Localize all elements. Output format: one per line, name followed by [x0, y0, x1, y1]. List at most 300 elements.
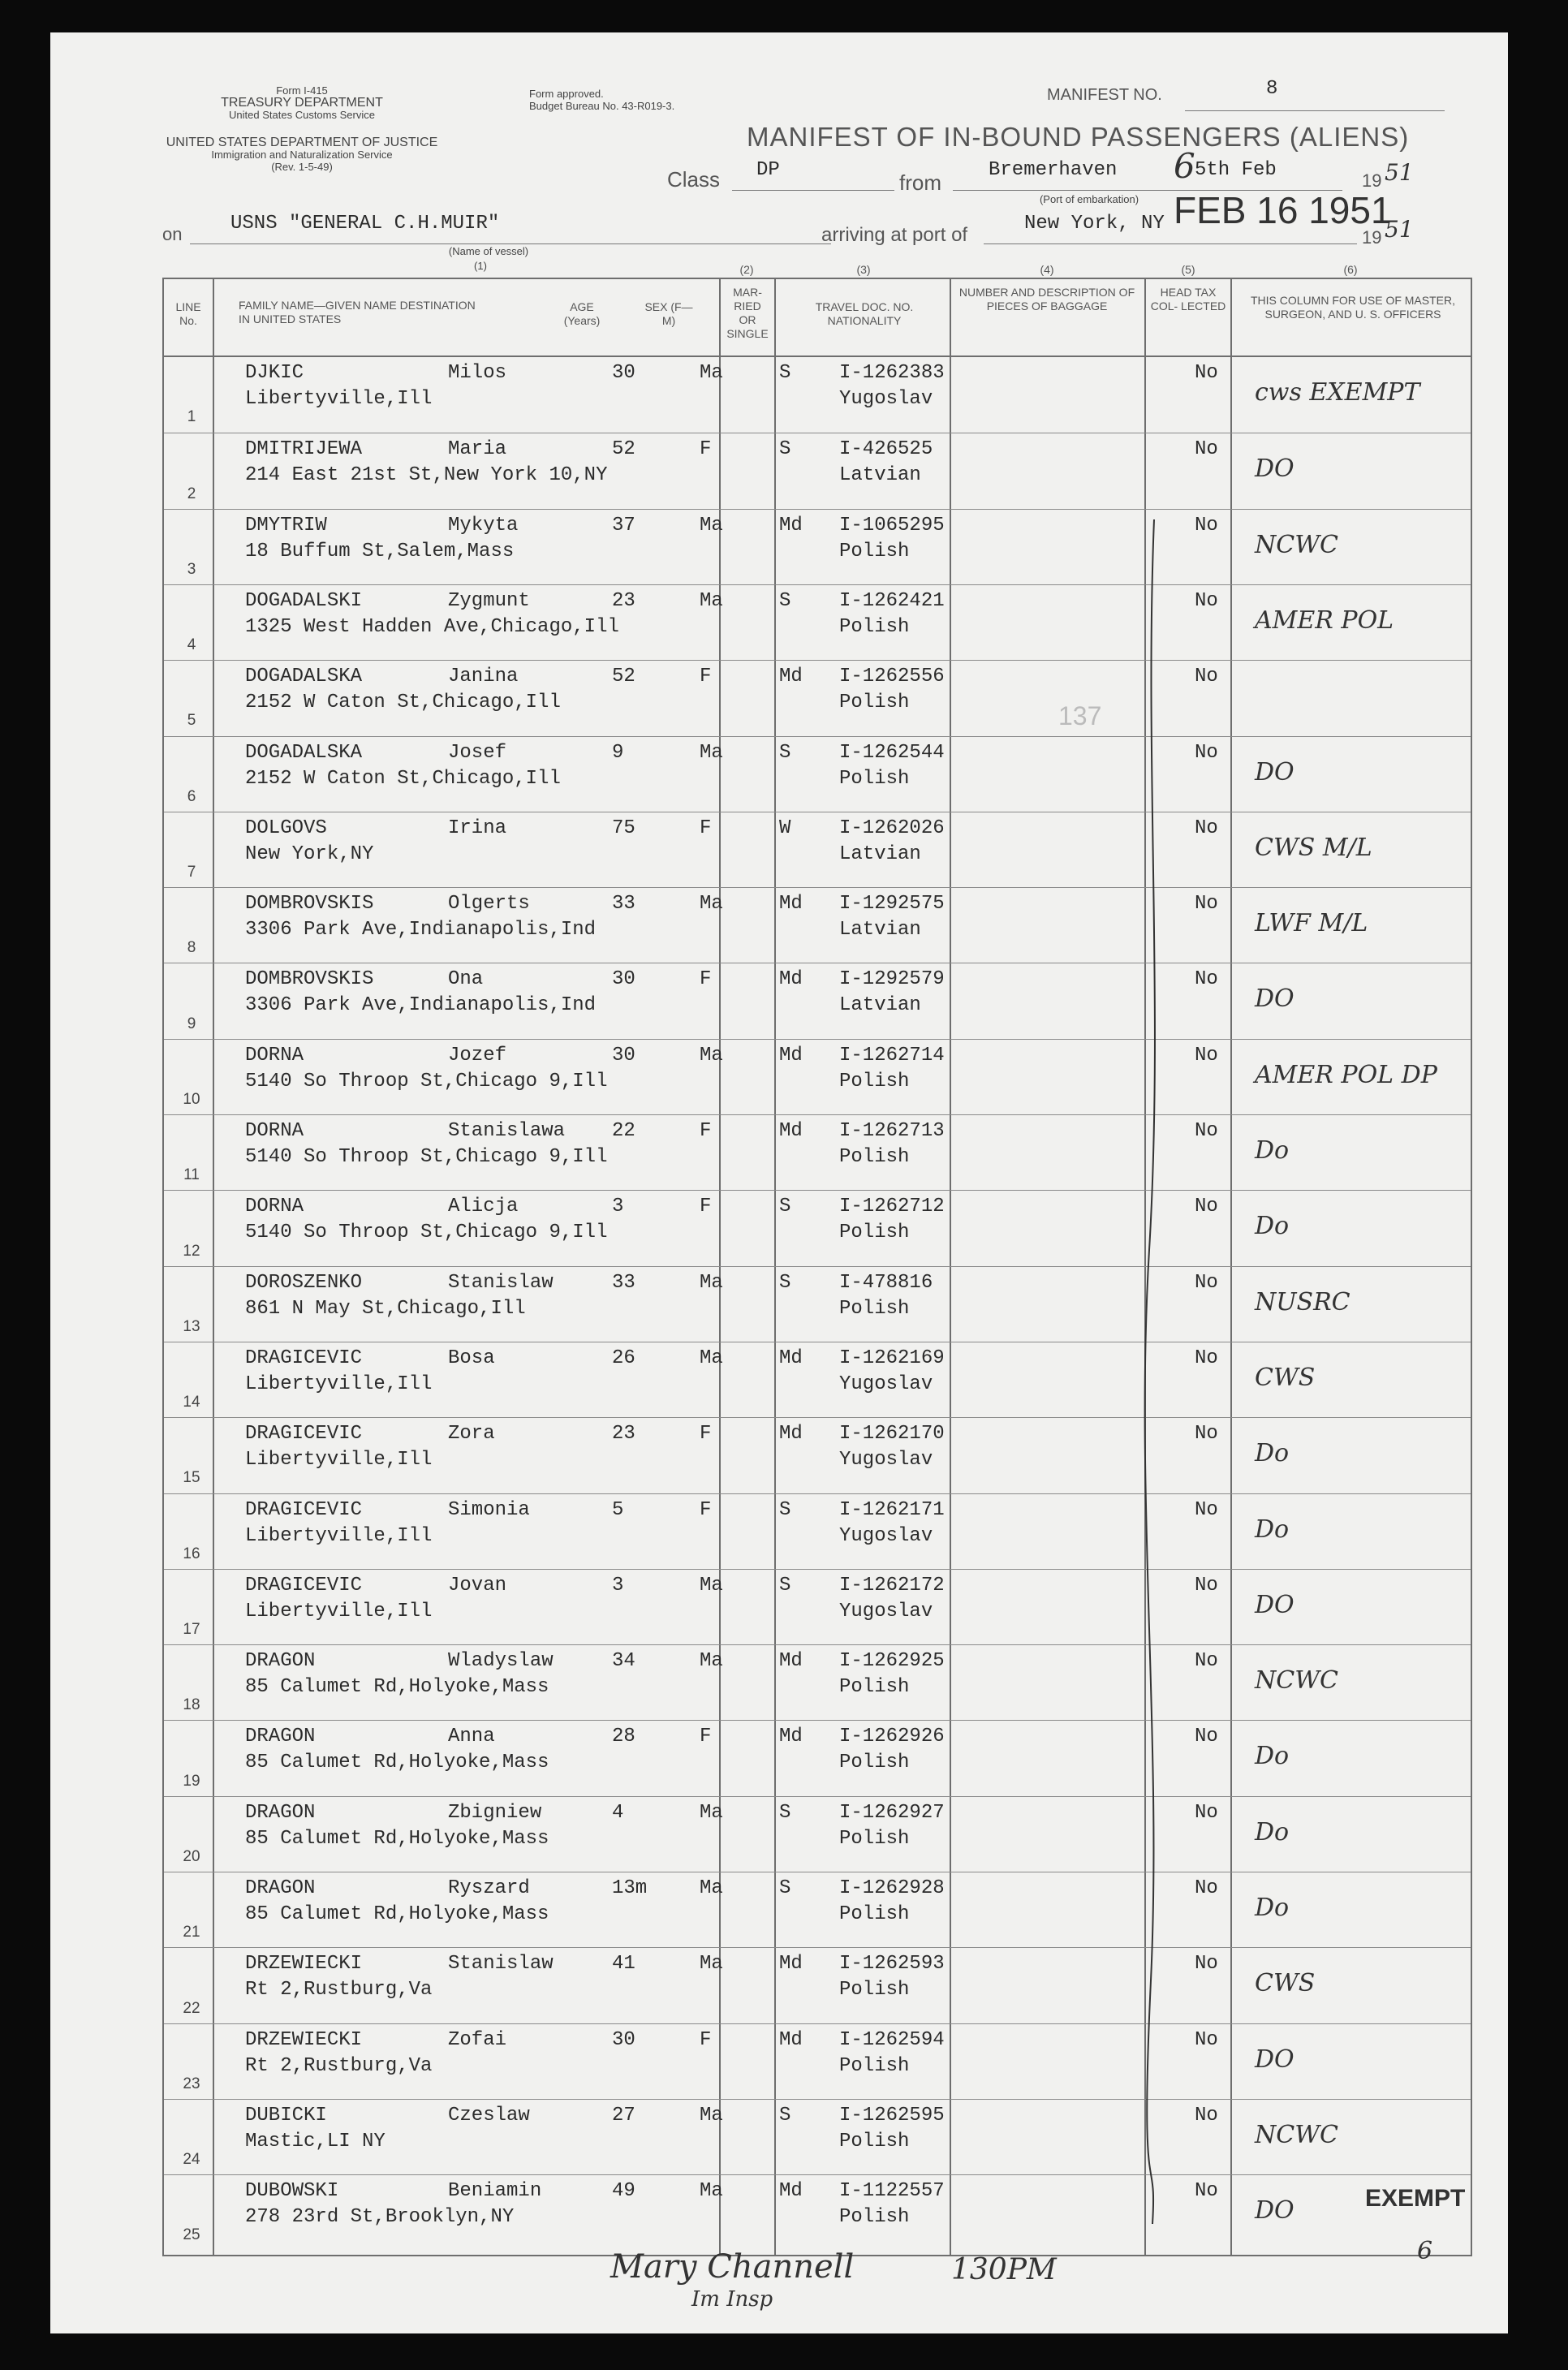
family-name: DRAGON: [245, 1877, 316, 1899]
vessel-col-no: (1): [474, 260, 487, 272]
line-number: 22: [183, 1999, 200, 2017]
age: 3: [612, 1196, 624, 1218]
nationality: Polish: [839, 1146, 910, 1168]
destination: 5140 So Throop St,Chicago 9,Ill: [245, 1146, 608, 1168]
table-row: [164, 1493, 1471, 1570]
marital-status: Md: [779, 1650, 803, 1673]
family-name: DMYTRIW: [245, 514, 327, 536]
destination: Libertyville,Ill: [245, 388, 433, 410]
given-name: Zbigniew: [448, 1801, 542, 1824]
line-number: 8: [187, 939, 196, 957]
page-stamp: 137: [1058, 701, 1102, 730]
table-row: [164, 1796, 1471, 1872]
line-number: 7: [187, 864, 196, 881]
form-revision: (Rev. 1-5-49): [271, 161, 333, 173]
officer-note: DO: [1255, 2196, 1294, 2226]
destination: New York,NY: [245, 842, 374, 865]
nationality: Polish: [839, 1903, 910, 1925]
nationality: Polish: [839, 540, 910, 562]
head-tax: No: [1195, 1196, 1218, 1218]
family-name: DRAGON: [245, 1726, 316, 1748]
col-header-line: LINE No.: [175, 300, 201, 327]
head-tax: No: [1195, 1726, 1218, 1748]
officer-note: AMER POL DP: [1255, 1060, 1437, 1089]
line-number: 23: [183, 2075, 200, 2092]
given-name: Milos: [448, 362, 507, 384]
sex: F: [700, 438, 712, 461]
travel-doc-no: I-1262926: [839, 1726, 945, 1748]
age: 28: [612, 1726, 635, 1748]
head-tax: No: [1195, 362, 1218, 384]
col-header-doc: TRAVEL DOC. NO. NATIONALITY: [815, 300, 914, 327]
destination: 5140 So Throop St,Chicago 9,Ill: [245, 1070, 608, 1092]
sex: F: [700, 1498, 712, 1521]
family-name: DRZEWIECKI: [245, 1953, 363, 1976]
age: 37: [612, 514, 635, 536]
arrival-port: New York, NY: [1024, 213, 1165, 235]
col-header-headtax-no: (5): [1181, 263, 1195, 276]
family-name: DORNA: [245, 1044, 304, 1066]
marital-status: S: [779, 1574, 791, 1597]
table-row: [164, 1720, 1471, 1796]
family-name: DORNA: [245, 1120, 304, 1142]
sex: Ma: [700, 1347, 723, 1369]
family-name: DRAGICEVIC: [245, 1498, 363, 1521]
given-name: Ryszard: [448, 1877, 530, 1899]
manifest-sheet: [50, 32, 1508, 2333]
manifest-no: 8: [1266, 78, 1278, 100]
nationality: Yugoslav: [839, 1449, 933, 1472]
marital-status: S: [779, 741, 791, 764]
port-of-embarkation: Bremerhaven: [989, 159, 1118, 181]
age: 33: [612, 1271, 635, 1294]
destination: 85 Calumet Rd,Holyoke,Mass: [245, 1827, 549, 1850]
sex: Ma: [700, 1801, 723, 1824]
line-number: 24: [183, 2151, 200, 2169]
travel-doc-no: I-1065295: [839, 514, 945, 536]
col-header-age: AGE (Years): [563, 300, 601, 327]
travel-doc-no: I-1292579: [839, 968, 945, 991]
officer-note: NCWC: [1255, 530, 1338, 559]
nationality: Polish: [839, 767, 910, 790]
form-number: Form I-415: [276, 84, 328, 97]
corner-mark: 6: [1417, 2237, 1433, 2265]
marital-status: S: [779, 438, 791, 461]
col-header-officers: THIS COLUMN FOR USE OF MASTER, SURGEON, AND U. S. OFFICERS: [1250, 294, 1455, 321]
destination: 85 Calumet Rd,Holyoke,Mass: [245, 1903, 549, 1925]
officer-note: Do: [1255, 1212, 1290, 1241]
marital-status: S: [779, 1271, 791, 1294]
table-row: [164, 2023, 1471, 2100]
head-tax: No: [1195, 893, 1218, 916]
travel-doc-no: I-1262925: [839, 1650, 945, 1673]
treasury-department: TREASURY DEPARTMENT: [221, 96, 383, 110]
head-tax: No: [1195, 1650, 1218, 1673]
head-tax: No: [1195, 2104, 1218, 2127]
inspector-signature: Mary Channell: [610, 2248, 855, 2286]
marital-status: S: [779, 1196, 791, 1218]
officer-note: Do: [1255, 1742, 1290, 1771]
destination: Rt 2,Rustburg,Va: [245, 1979, 433, 2002]
travel-doc-no: I-1262556: [839, 666, 945, 688]
given-name: Maria: [448, 438, 507, 461]
age: 49: [612, 2180, 635, 2203]
table-row: [164, 2174, 1471, 2251]
marital-status: Md: [779, 1120, 803, 1142]
head-tax: No: [1195, 817, 1218, 839]
line-number: 4: [187, 636, 196, 654]
nationality: Polish: [839, 1752, 910, 1774]
travel-doc-no: I-478816: [839, 1271, 933, 1294]
head-tax: No: [1195, 438, 1218, 461]
officer-note: Do: [1255, 1136, 1290, 1165]
col-header-doc-no: (3): [856, 263, 871, 276]
given-name: Mykyta: [448, 514, 519, 536]
officer-note: Do: [1255, 1515, 1290, 1544]
table-row: [164, 1114, 1471, 1191]
age: 52: [612, 438, 635, 461]
table-row: [164, 812, 1471, 888]
destination: 2152 W Caton St,Chicago,Ill: [245, 692, 561, 714]
family-name: DOROSZENKO: [245, 1271, 363, 1294]
line-number: 5: [187, 712, 196, 730]
manifest-no-label: MANIFEST NO.: [1047, 86, 1162, 104]
line-number: 18: [183, 1696, 200, 1714]
vessel-caption: (Name of vessel): [448, 245, 529, 257]
given-name: Irina: [448, 817, 507, 839]
sex: Ma: [700, 1877, 723, 1899]
table-row: [164, 1342, 1471, 1418]
line-number: 21: [183, 1924, 200, 1941]
sex: Ma: [700, 1271, 723, 1294]
given-name: Jovan: [448, 1574, 507, 1597]
family-name: DRZEWIECKI: [245, 2028, 363, 2051]
year-1: 51: [1385, 159, 1414, 186]
officer-note: DO: [1255, 2045, 1294, 2074]
line-number: 20: [183, 1847, 200, 1865]
destination: Rt 2,Rustburg,Va: [245, 2054, 433, 2077]
headtax-pencil-line: [1138, 519, 1170, 2224]
marital-status: Md: [779, 1953, 803, 1976]
col-header-name: FAMILY NAME—GIVEN NAME DESTINATION IN UNITED STATES: [239, 299, 476, 325]
sex: Ma: [700, 1953, 723, 1976]
head-tax: No: [1195, 514, 1218, 536]
family-name: DRAGICEVIC: [245, 1423, 363, 1446]
year-prefix-1: 19: [1362, 170, 1382, 191]
officer-note: DO: [1255, 757, 1294, 786]
destination: 2152 W Caton St,Chicago,Ill: [245, 767, 561, 790]
line-number: 16: [183, 1545, 200, 1562]
age: 27: [612, 2104, 635, 2127]
sex: F: [700, 2028, 712, 2051]
marital-status: S: [779, 2104, 791, 2127]
family-name: DOGADALSKI: [245, 589, 363, 612]
table-row: [164, 2099, 1471, 2175]
age: 22: [612, 1120, 635, 1142]
given-name: Zygmunt: [448, 589, 530, 612]
given-name: Beniamin: [448, 2180, 542, 2203]
nationality: Polish: [839, 2054, 910, 2077]
sex: F: [700, 666, 712, 688]
age: 9: [612, 741, 624, 764]
given-name: Anna: [448, 1726, 495, 1748]
family-name: DRAGON: [245, 1650, 316, 1673]
given-name: Janina: [448, 666, 519, 688]
sex: Ma: [700, 1044, 723, 1066]
travel-doc-no: I-1262927: [839, 1801, 945, 1824]
age: 34: [612, 1650, 635, 1673]
head-tax: No: [1195, 2028, 1218, 2051]
line-number: 6: [187, 787, 196, 805]
marital-status: Md: [779, 1726, 803, 1748]
from-label: from: [899, 170, 941, 195]
sex: Ma: [700, 514, 723, 536]
marital-status: Md: [779, 514, 803, 536]
year-prefix-2: 19: [1362, 227, 1382, 248]
age: 23: [612, 589, 635, 612]
table-row: [164, 1644, 1471, 1721]
line-number: 2: [187, 485, 196, 502]
head-tax: No: [1195, 1498, 1218, 1521]
given-name: Jozef: [448, 1044, 507, 1066]
nationality: Latvian: [839, 464, 921, 487]
destination: Mastic,LI NY: [245, 2130, 386, 2152]
arrival-line: [984, 243, 1357, 244]
age: 52: [612, 666, 635, 688]
travel-doc-no: I-1262594: [839, 2028, 945, 2051]
destination: 85 Calumet Rd,Holyoke,Mass: [245, 1752, 549, 1774]
marital-status: Md: [779, 666, 803, 688]
sex: Ma: [700, 1574, 723, 1597]
head-tax: No: [1195, 968, 1218, 991]
col-header-sex: SEX (F—M): [644, 300, 693, 327]
sex: F: [700, 1423, 712, 1446]
given-name: Josef: [448, 741, 507, 764]
given-name: Simonia: [448, 1498, 530, 1521]
vessel-name: USNS "GENERAL C.H.MUIR": [230, 213, 500, 235]
family-name: DORNA: [245, 1196, 304, 1218]
table-top: [162, 278, 1472, 279]
destination: Libertyville,Ill: [245, 1372, 433, 1395]
marital-status: Md: [779, 2028, 803, 2051]
marital-status: Md: [779, 968, 803, 991]
given-name: Ona: [448, 968, 484, 991]
officer-note: DO: [1255, 1590, 1294, 1619]
nationality: Yugoslav: [839, 1600, 933, 1622]
sex: F: [700, 1120, 712, 1142]
officer-note: CWS: [1255, 1969, 1316, 1998]
officer-note: DO: [1255, 455, 1294, 484]
nationality: Yugoslav: [839, 388, 933, 410]
form-approved: Form approved.: [529, 88, 604, 100]
officer-note: CWS: [1255, 1363, 1316, 1392]
form-approval: [529, 88, 732, 112]
given-name: Zora: [448, 1423, 495, 1446]
destination: Libertyville,Ill: [245, 1600, 433, 1622]
officer-note: Do: [1255, 1894, 1290, 1922]
table-row: [164, 736, 1471, 812]
officer-note: Do: [1255, 1817, 1290, 1846]
family-name: DUBOWSKI: [245, 2180, 339, 2203]
age: 30: [612, 2028, 635, 2051]
head-tax: No: [1195, 1574, 1218, 1597]
table-row: [164, 963, 1471, 1039]
table-row: [164, 509, 1471, 585]
table-row: [164, 1947, 1471, 2023]
head-tax: No: [1195, 1120, 1218, 1142]
table-row: [164, 660, 1471, 736]
marital-status: S: [779, 1801, 791, 1824]
officer-note: DO: [1255, 985, 1294, 1014]
age: 13m: [612, 1877, 648, 1899]
destination: Libertyville,Ill: [245, 1524, 433, 1547]
family-name: DJKIC: [245, 362, 304, 384]
col-header-married-no: (2): [739, 263, 754, 276]
age: 26: [612, 1347, 635, 1369]
head-tax: No: [1195, 1347, 1218, 1369]
destination: 1325 West Hadden Ave,Chicago,Ill: [245, 615, 619, 638]
family-name: DOLGOVS: [245, 817, 327, 839]
destination: 5140 So Throop St,Chicago 9,Ill: [245, 1222, 608, 1244]
nationality: Polish: [839, 1297, 910, 1320]
travel-doc-no: I-1262712: [839, 1196, 945, 1218]
manifest-title: MANIFEST OF IN-BOUND PASSENGERS (ALIENS): [747, 122, 1410, 152]
line-number: 25: [183, 2226, 200, 2244]
given-name: Stanislawa: [448, 1120, 566, 1142]
officer-note: NCWC: [1255, 1666, 1338, 1696]
travel-doc-no: I-1262595: [839, 2104, 945, 2127]
class-line: [732, 190, 894, 191]
family-name: DRAGICEVIC: [245, 1574, 363, 1597]
table-row: [164, 1417, 1471, 1493]
family-name: DUBICKI: [245, 2104, 327, 2127]
customs-service: United States Customs Service: [229, 109, 375, 121]
sex: Ma: [700, 1650, 723, 1673]
officer-note: Do: [1255, 1439, 1290, 1468]
col-header-baggage-no: (4): [1040, 263, 1054, 276]
marital-status: S: [779, 1877, 791, 1899]
destination: 214 East 21st St,New York 10,NY: [245, 464, 608, 487]
table-row: [164, 1569, 1471, 1645]
travel-doc-no: I-1292575: [839, 893, 945, 916]
family-name: DMITRIJEWA: [245, 438, 363, 461]
justice-department: UNITED STATES DEPARTMENT OF JUSTICE: [166, 136, 438, 149]
age: 30: [612, 1044, 635, 1066]
given-name: Zofai: [448, 2028, 507, 2051]
nationality: Latvian: [839, 842, 921, 865]
sex: Ma: [700, 362, 723, 384]
exempt-stamp: EXEMPT: [1365, 2185, 1466, 2212]
officer-note: LWF M/L: [1255, 909, 1368, 938]
nationality: Polish: [839, 2130, 910, 2152]
destination: Libertyville,Ill: [245, 1449, 433, 1472]
head-tax: No: [1195, 1953, 1218, 1976]
inspector-title: Im Insp: [691, 2287, 773, 2312]
head-tax: No: [1195, 666, 1218, 688]
line-number: 10: [183, 1090, 200, 1108]
marital-status: S: [779, 362, 791, 384]
table-row: [164, 357, 1471, 433]
family-name: DRAGON: [245, 1801, 316, 1824]
destination: 278 23rd St,Brooklyn,NY: [245, 2206, 515, 2229]
marital-status: W: [779, 817, 791, 839]
col-header-headtax: HEAD TAX COL- LECTED: [1150, 286, 1226, 312]
sex: F: [700, 1196, 712, 1218]
table-row: [164, 1872, 1471, 1948]
marital-status: S: [779, 1498, 791, 1521]
line-number: 14: [183, 1394, 200, 1411]
table-row: [164, 1190, 1471, 1266]
marital-status: Md: [779, 2180, 803, 2203]
destination: 3306 Park Ave,Indianapolis,Ind: [245, 994, 597, 1017]
class-value: DP: [756, 159, 780, 181]
line-number: 13: [183, 1317, 200, 1335]
col-header-baggage: NUMBER AND DESCRIPTION OF PIECES OF BAGGAGE: [958, 286, 1135, 312]
sex: Ma: [700, 2180, 723, 2203]
form-header-treasury: [180, 84, 424, 121]
age: 30: [612, 968, 635, 991]
line-number: 11: [183, 1166, 200, 1184]
travel-doc-no: I-1122557: [839, 2180, 945, 2203]
age: 33: [612, 893, 635, 916]
nationality: Yugoslav: [839, 1524, 933, 1547]
line-number: 9: [187, 1015, 196, 1032]
ins-service: Immigration and Naturalization Service: [211, 149, 393, 161]
head-tax: No: [1195, 1423, 1218, 1446]
travel-doc-no: I-1262383: [839, 362, 945, 384]
manifest-no-line: [1185, 110, 1445, 111]
class-label: Class: [667, 167, 721, 192]
sex: Ma: [700, 741, 723, 764]
form-header-justice: [164, 136, 440, 173]
head-tax: No: [1195, 2180, 1218, 2203]
head-tax: No: [1195, 1877, 1218, 1899]
line-number: 12: [183, 1242, 200, 1260]
family-name: DOGADALSKA: [245, 666, 363, 688]
sex: F: [700, 1726, 712, 1748]
given-name: Stanislaw: [448, 1271, 554, 1294]
vessel-line: [190, 243, 831, 244]
marital-status: Md: [779, 893, 803, 916]
given-name: Stanislaw: [448, 1953, 554, 1976]
line-number: 15: [183, 1469, 200, 1487]
table-row: [164, 1266, 1471, 1342]
nationality: Polish: [839, 1070, 910, 1092]
destination: 85 Calumet Rd,Holyoke,Mass: [245, 1676, 549, 1699]
line-number: 3: [187, 560, 196, 578]
departure-hand-mark: 6: [1174, 146, 1195, 186]
sex: F: [700, 817, 712, 839]
marital-status: Md: [779, 1423, 803, 1446]
age: 23: [612, 1423, 635, 1446]
sex: Ma: [700, 589, 723, 612]
travel-doc-no: I-1262713: [839, 1120, 945, 1142]
given-name: Czeslaw: [448, 2104, 530, 2127]
departure-date: 5th Feb: [1195, 159, 1277, 181]
age: 5: [612, 1498, 624, 1521]
given-name: Bosa: [448, 1347, 495, 1369]
table-right: [1471, 278, 1472, 2256]
budget-bureau: Budget Bureau No. 43-R019-3.: [529, 100, 675, 112]
age: 30: [612, 362, 635, 384]
line-number: 1: [187, 408, 196, 426]
head-tax: No: [1195, 1044, 1218, 1066]
head-tax: No: [1195, 1801, 1218, 1824]
table-row: [164, 433, 1471, 509]
travel-doc-no: I-426525: [839, 438, 933, 461]
given-name: Olgerts: [448, 893, 530, 916]
travel-doc-no: I-1262172: [839, 1574, 945, 1597]
